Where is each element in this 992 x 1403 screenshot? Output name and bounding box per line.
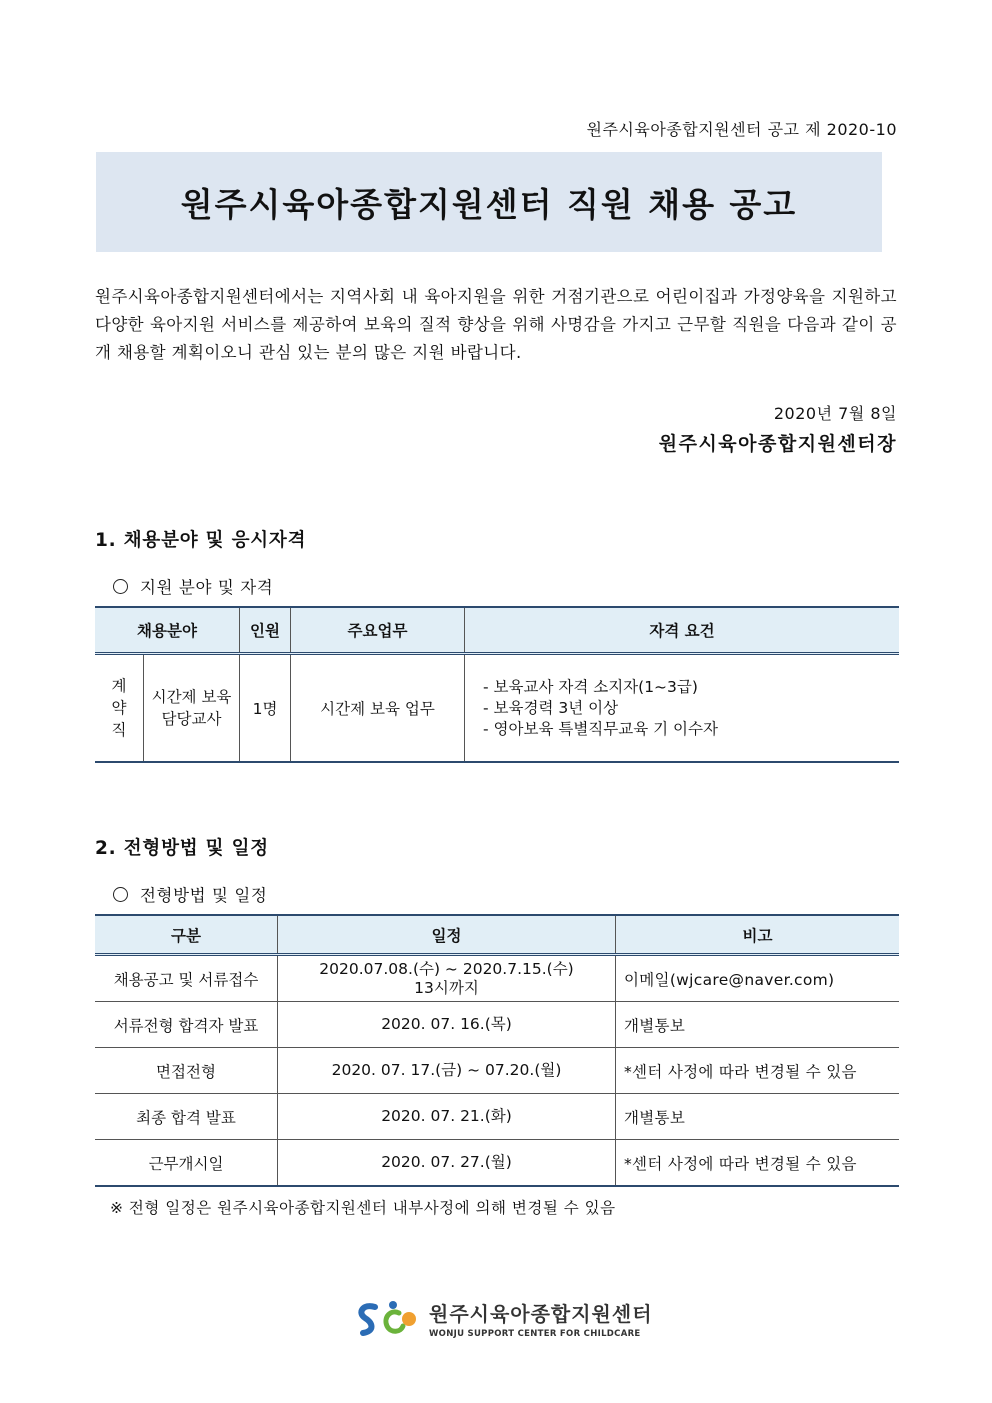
section1-subheading: [113, 574, 273, 598]
table-row: [95, 1002, 899, 1048]
section2-subheading-label: 전형방법 및 일정: [140, 886, 268, 905]
stage-cell: 최종 합격 발표: [95, 1094, 278, 1140]
logo-english-name: WONJU SUPPORT CENTER FOR CHILDCARE: [429, 1329, 641, 1339]
section2-subheading: [113, 882, 267, 906]
note-cell: 개별통보: [616, 1094, 900, 1140]
table-row: [95, 955, 899, 1002]
schedule-subtext: 13시까지: [414, 978, 479, 997]
column-header: 주요업무: [291, 607, 465, 654]
column-header: 비고: [616, 915, 900, 955]
footnote: ※ 전형 일정은 원주시육아종합지원센터 내부사정에 의해 변경될 수 있음: [110, 1199, 616, 1217]
table-row: [95, 1048, 899, 1094]
note-cell: 이메일(wjcare@naver.com): [616, 955, 900, 1002]
stage-cell: 서류전형 합격자 발표: [95, 1002, 278, 1048]
section1-subheading-label: 지원 분야 및 자격: [140, 578, 274, 597]
table-header-row: [95, 915, 899, 955]
notice-number: 원주시육아종합지원센터 공고 제 2020-10: [586, 120, 897, 139]
note-cell: *센터 사정에 따라 변경될 수 있음: [616, 1048, 900, 1094]
center-logo: [355, 1298, 653, 1339]
page-title: 원주시육아종합지원센터 직원 채용 공고: [180, 184, 798, 224]
center-logo-icon: [355, 1299, 421, 1339]
field-cell: 시간제 보육 담당교사: [144, 654, 240, 763]
schedule-cell: 2020. 07. 16.(목): [278, 1002, 616, 1048]
stage-cell: 채용공고 및 서류접수: [95, 955, 278, 1002]
employment-type-char: 약: [111, 699, 127, 717]
title-banner: [96, 152, 882, 252]
stage-cell: 근무개시일: [95, 1140, 278, 1187]
note-cell: *센터 사정에 따라 변경될 수 있음: [616, 1140, 900, 1187]
note-cell: 개별통보: [616, 1002, 900, 1048]
schedule-cell: 2020. 07. 17.(금) ~ 07.20.(월): [278, 1048, 616, 1094]
column-header: 일정: [278, 915, 616, 955]
schedule-text: 2020.07.08.(수) ~ 2020.7.15.(수): [319, 959, 574, 978]
schedule-cell: [278, 955, 616, 1002]
issuer-name: 원주시육아종합지원센터장: [658, 433, 897, 455]
circle-bullet-icon: [113, 579, 128, 594]
schedule-cell: 2020. 07. 21.(화): [278, 1094, 616, 1140]
table-row: [95, 1094, 899, 1140]
table-row: [95, 1140, 899, 1187]
schedule-cell: 2020. 07. 27.(월): [278, 1140, 616, 1187]
qualification-item: - 영아보육 특별직무교육 기 이수자: [483, 719, 893, 740]
column-header: 자격 요건: [465, 607, 900, 654]
table-row: [95, 654, 899, 763]
logo-korean-name: 원주시육아종합지원센터: [429, 1302, 653, 1326]
intro-paragraph: 원주시육아종합지원센터에서는 지역사회 내 육아지원을 위한 거점기관으로 어린이집과 가정양육을 지원하고 다양한 육아지원 서비스를 제공하여 보육의 질적 향상을 위해 사명감을 가지고 근무할 직원을 다음과 같이 공개 채용할 계획이오니 관심 있는 분의 많은 지원 바랍니다.: [95, 287, 897, 362]
headcount-cell: 1명: [240, 654, 291, 763]
stage-cell: 면접전형: [95, 1048, 278, 1094]
employment-type-char: 계: [111, 677, 127, 695]
qualifications-cell: [465, 654, 900, 763]
section2-heading: 2. 전형방법 및 일정: [95, 838, 269, 859]
circle-bullet-icon: [113, 887, 128, 902]
recruitment-table: [95, 606, 899, 763]
section1-heading: 1. 채용분야 및 응시자격: [95, 530, 307, 551]
center-logo-text: [429, 1298, 653, 1339]
employment-type-char: 직: [111, 721, 127, 739]
qualification-item: - 보육교사 자격 소지자(1~3급): [483, 677, 893, 698]
column-header: 채용분야: [95, 607, 240, 654]
schedule-table: [95, 914, 899, 1187]
table-header-row: [95, 607, 899, 654]
column-header: 인원: [240, 607, 291, 654]
notice-date: 2020년 7월 8일: [773, 404, 897, 423]
duty-cell: 시간제 보육 업무: [291, 654, 465, 763]
employment-type-cell: [95, 654, 144, 763]
column-header: 구분: [95, 915, 278, 955]
qualification-item: - 보육경력 3년 이상: [483, 698, 893, 719]
